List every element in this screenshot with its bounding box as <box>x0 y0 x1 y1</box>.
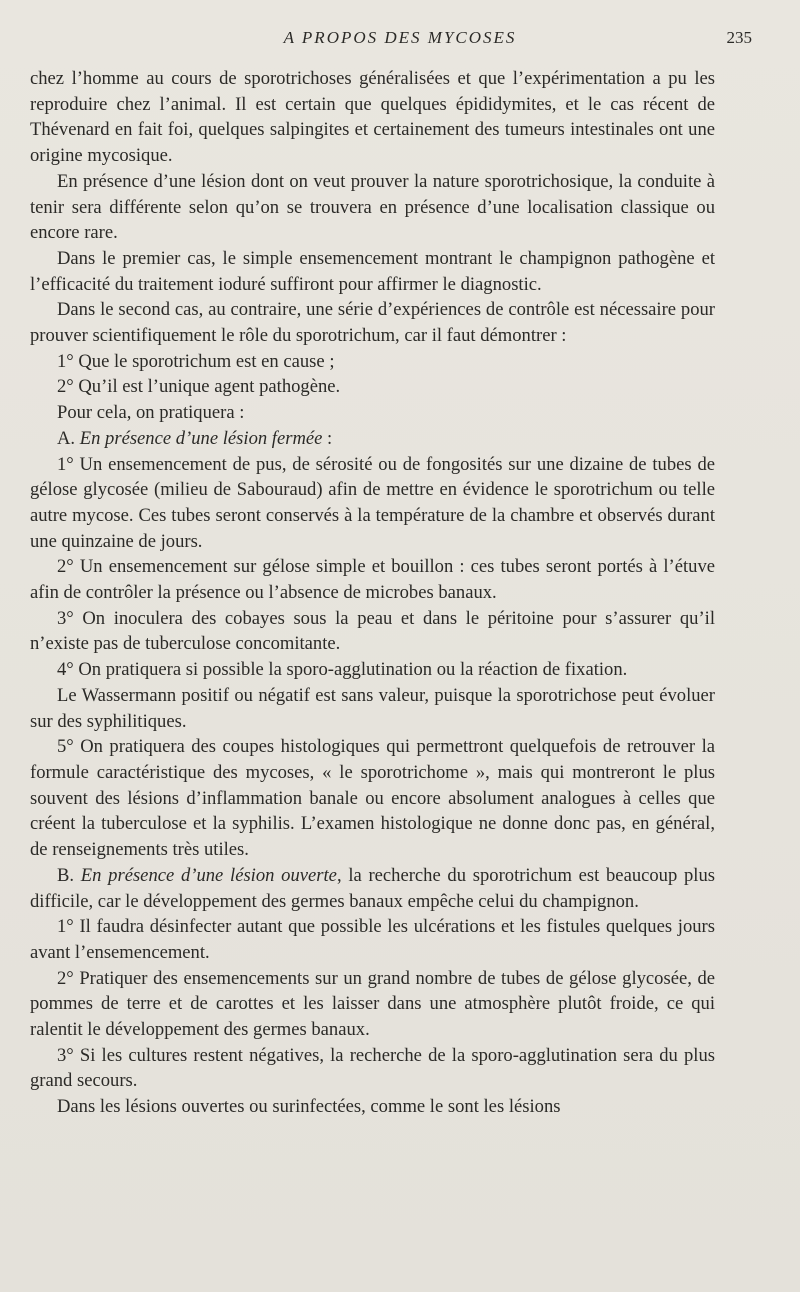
list-item: 1° Que le sporotrichum est en cause ; <box>57 350 335 372</box>
section-heading-b <box>30 863 715 914</box>
list-item: 3° Si les cultures restent négatives, la recherche de la sporo-agglutination sera du plus grand secours. <box>30 1044 715 1092</box>
list-item: 5° On pratiquera des coupes histologiques qui permettront quelquefois de retrouver la formule caractéristique des mycoses, « le sporotrichome », mais qui montreront le plus souvent des lésions d’inflammation banale ou encore absolument analogues à celles que créent la tuberculose et la syphilis. L’examen histologique ne donne donc pas, en général, de renseignements très utiles. <box>30 736 715 861</box>
list-item: 1° Il faudra désinfecter autant que possible les ulcérations et les fistules quelques jours avant l’ensemencement. <box>30 916 715 963</box>
section-letter: B. <box>57 864 81 886</box>
paragraph: Pour cela, on pratiquera : <box>57 402 245 424</box>
section-title: En présence d’une lésion fermée <box>79 427 323 449</box>
section-letter: A. <box>57 427 80 449</box>
paragraph: Le Wassermann positif ou négatif est sans valeur, puisque la sporotrichose peut évoluer sur des syphilitiques. <box>30 684 715 732</box>
paragraph: Dans le premier cas, le simple ensemencement montrant le champignon pathogène et l’efficacité du traitement ioduré suffiront pour affirmer le diagnostic. <box>30 247 715 295</box>
list-item: 1° Un ensemencement de pus, de sérosité ou de fongosités sur une dizaine de tubes de gélose glycosée (milieu de Sabouraud) afin de mettre en évidence le sporotrichum ou telle autre mycose. Ces tubes seront conservés à la température de la chambre et observés durant une quinzaine de jours. <box>30 453 715 552</box>
list-item: 2° Un ensemencement sur gélose simple et bouillon : ces tubes seront portés à l’étuve afin de contrôler la présence ou l’absence de microbes banaux. <box>30 556 715 604</box>
paragraph: chez l’homme au cours de sporotrichoses généralisées et que l’expérimentation a pu les reproduire chez l’animal. Il est certain que quelques épididymites, et le cas récent de Thévenard en fait foi, quelques salpingites et certainement des tumeurs intestinales ont une origine mycosique. <box>30 68 715 167</box>
list-item: 2° Qu’il est l’unique agent pathogène. <box>57 376 341 398</box>
section-suffix: : <box>322 427 333 449</box>
list-item: 2° Pratiquer des ensemencements sur un grand nombre de tubes de gélose glycosée, de pommes de terre et de carottes et les laisser dans une atmosphère plutôt froide, ce qui ralentit le développement des germes banaux. <box>30 967 715 1041</box>
page-number: 235 <box>726 28 752 47</box>
section-heading-a <box>30 426 715 452</box>
page-header <box>30 28 770 54</box>
list-item: 4° On pratiquera si possible la sporo-agglutination ou la réaction de fixation. <box>57 659 628 681</box>
section-title: En présence d’une lésion ouverte <box>80 864 337 886</box>
section-text: , la recherche du sporotrichum est beaucoup plus difficile, car le développement des germes banaux empêche celui du champignon. <box>30 864 715 912</box>
paragraph: Dans les lésions ouvertes ou surinfectées, comme le sont les lésions <box>57 1096 561 1118</box>
body-text <box>30 66 715 1120</box>
running-title: A PROPOS DES MYCOSES <box>283 28 517 47</box>
list-item: 3° On inoculera des cobayes sous la peau et dans le péritoine pour s’assurer qu’il n’existe pas de tuberculose concomitante. <box>30 607 715 655</box>
paragraph: Dans le second cas, au contraire, une série d’expériences de contrôle est nécessaire pour prouver scientifiquement le rôle du sporotrichum, car il faut démontrer : <box>30 299 715 347</box>
paragraph: En présence d’une lésion dont on veut prouver la nature sporotrichosique, la conduite à tenir sera différente selon qu’on se trouvera en présence d’une localisation classique ou encore rare. <box>30 170 715 244</box>
